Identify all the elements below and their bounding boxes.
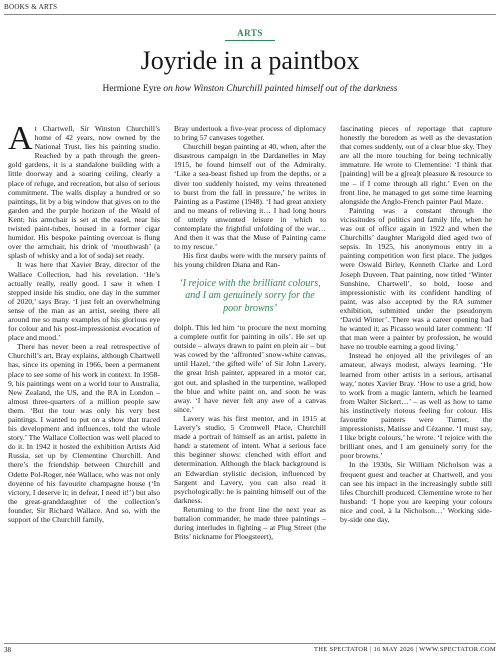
paragraph: [8, 120, 160, 261]
paragraph: It was here that Xavier Bray, director of the Wallace Collection, had his revelation. ‘He’s actually really, really good. I saw it when I stepped inside his studio, one day in the summer of 2020,’ says Bray. ‘I just felt an overwhelming sense of the man as an artist, seeing there all around me so many examples of his glorious eye for colour and his post-impressionist evocation of place and mood.’: [8, 260, 160, 343]
paragraph: Instead he enjoyed all the privileges of an amateur, always modest, always learning. ‘He learned from other artists in a serious, artisanal way,’ notes Xavier Bray. ‘How to use a grid, how to work from a magic lantern, which he learned from Walter Sickert…’ – as well as how to tame his instinctively riotous feeling for colour. His favourite painters were Turner, the impressionists, Matisse and Cézanne. ‘I must say, I like bright colours,’ he wrote. ‘I rejoice with the brilliant ones, and I am genuinely sorry for the poor browns.’: [340, 351, 492, 461]
drop-cap: A: [8, 120, 33, 157]
paragraph: Lavery was his first mentor, and in 1915 at Lavery’s studio, 5 Cromwell Place, Churchill made a portrait of himself as an artist, palette in hand: a statement of intent. What a serious face this beginner shows: clenched with effort and determination. Although the black background is an Edwardian stylistic decision, influenced by Sargent and Lavery, you can also read it psychologically: he is painting himself out of the darkness.: [174, 413, 326, 505]
footer-rule: [4, 643, 496, 644]
header-rule: [4, 14, 496, 15]
paragraph: dolph. This led him ‘to procure the next morning a complete outfit for painting in oils’. He set up outside – always drawn to paint en plein air – but was cowed by the ‘affronted’ snow-white canvas, until Hazel, ‘the gifted wife’ of Sir John Lavery, the great Irish painter, appeared in a motor car, got out, and splashed in the turpentine, walloped the blue and white paint on, and soon he was away. ‘I have never felt any awe of a canvas since.’: [174, 323, 326, 414]
standfirst-text: on how Winston Churchill painted himself out of the darkness: [160, 84, 398, 94]
standfirst: [0, 84, 500, 94]
paragraph: Returning to the front line the next year as battalion commander, he made three paintings – during interludes in fighting – at Plug Street (the Brits’ nickname for Ploegsteert),: [174, 504, 326, 542]
paragraph: Churchill began painting at 40, when, after the disastrous campaign in the Dardanelles in May 1915, he found himself out of the Admiralty. ‘Like a sea-beast fished up from the depths, or a diver too suddenly hoisted, my veins threatened to burst from the fall in pressure,’ he writes in Painting as a Pastime (1948). ‘I had great anxiety and no means of relieving it… I had long hours of utterly unwonted leisure in which to contemplate the frightful unfolding of the war… And then it was that the Muse of Painting came to my rescue.’: [174, 142, 326, 252]
article-column-2: [174, 124, 326, 541]
article-title: Joyride in a paintbox: [140, 46, 360, 75]
article-column-1: [8, 120, 160, 525]
section-label-rule: [225, 40, 275, 41]
paragraph: There has never been a real retrospective of Churchill’s art, Bray explains, although Chartwell has, since its opening in 1966, been a permanent place to see some of his work in context. In 1958-9, his paintings went on a world tour to Australia, New Zealand, the US, and the RA in London – almost three-quarters of a million people saw them. ‘But the tour was only his very best paintings. I wanted to put on a show that traced his development and influences, told the whole story.’ The Wallace Collection was well placed to do it. In 1942 it hosted the exhibition Artists Aid Russia, set up by Clementine Churchill. And there’s the friendship between Churchill and Odette Pol-Roger, née Wallace, who was not only doyenne of his favourite champagne house (‘In victory, I deserve it; in defeat, I need it!’) but also the great-granddaughter of the collection’s founder, Sir Richard Wallace. And so, with the support of the Churchill family,: [8, 342, 160, 525]
pull-quote: ‘I rejoice with the brilliant colours, and I am genuinely sorry for the poor browns’: [179, 277, 321, 314]
paragraph: His first daubs were with the nursery paints of his young children Diana and Ran-: [174, 251, 326, 270]
paragraph-text: t Chartwell, Sir Winston Churchill’s home of 42 years, now owned by the National Trust, lies his painting studio. Reached by a path through the green-gold gardens, it is a standalone building with a little doorway and a soaring ceiling, clearly a place of refuge, and recreation, but also of serious commitment. The walls display a hundred or so paintings, lit by a big window that gives on to the garden and the purple horizon of the Weald of Kent; his armchair is set at the easel, near his twisted paint-tubes, housed in a former cigar humidor. His bespoke painting overcoat is flung over the armchair, his drink of ‘mouthwash’ (a splash of whisky and a lot of soda) set ready.: [8, 124, 160, 261]
section-header: BOOKS & ARTS: [4, 3, 58, 11]
author-name: Hermione Eyre: [102, 84, 161, 94]
paragraph: In the 1930s, Sir William Nicholson was a frequent guest and teacher at Chartwell, and you can see his impact in the increasingly subtle still lifes Churchill produced. Clementine wrote to her husband: ‘I hope you are keeping your colours nice and cool, à la Nicholson…’ Working side-by-side one day,: [340, 460, 492, 525]
paragraph: Bray undertook a five-year process of diplomacy to bring 57 canvases together.: [174, 124, 326, 143]
paragraph: fascinating pieces of reportage that capture honestly the boredom as well as the devastation that comes suddenly, out of a clear blue sky. They are all the more touching for being technically immature. He wrote to Clementine: ‘I think that [painting] will be a g[rea]t pleasure & resource to me – if I come through all right.’ Even on the front line, he managed to get some time learning alongside the Anglo-French painter Paul Maze.: [340, 124, 492, 206]
article-column-3: [340, 124, 492, 524]
section-label: ARTS: [237, 28, 263, 38]
paragraph: Painting was a constant through the vicissitudes of politics and family life, when he was out of office again in 1922 and when the Churchills’ daughter Marigold died aged two of sepsis. In 1925, his anonymous entry in a painting competition won first place. The judges were Oswald Birley, Kenneth Clarke and Lord Joseph Duveen. That painting, now titled ‘Winter Sunshine, Chartwell’, so bold, loose and impressionistic with its confident handling of paint, was also accepted by the RA summer exhibition, submitted under the pseudonym ‘David Winter’. There was a career opening had he wanted it; as Picasso would later comment: ‘If that man were a painter by profession, he would have no trouble earning a good living.’: [340, 205, 492, 352]
page-number: 38: [4, 646, 11, 654]
publication-line: THE SPECTATOR | 16 MAY 2026 | WWW.SPECTATOR.COM: [314, 646, 496, 653]
